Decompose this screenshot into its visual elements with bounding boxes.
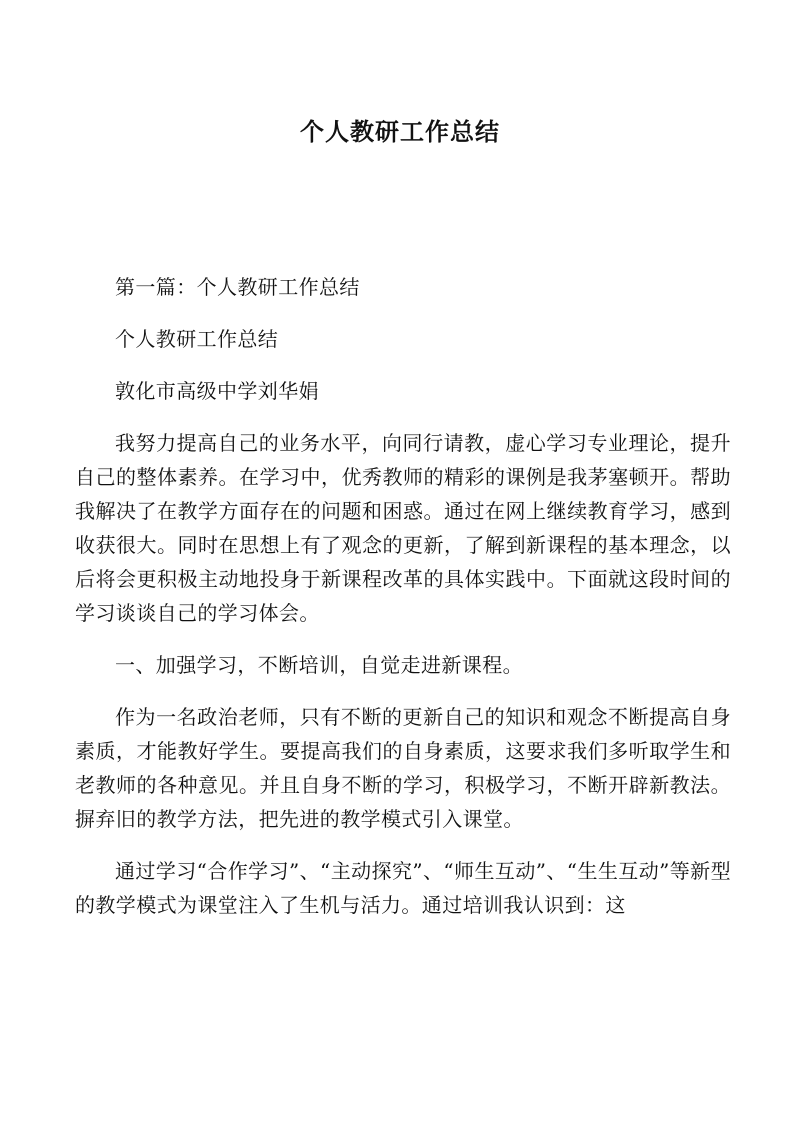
subtitle: 个人教研工作总结	[115, 327, 279, 351]
document-body	[75, 270, 731, 940]
paragraph-intro: 我努力提高自己的业务水平，向同行请教，虚心学习专业理论，提升自己的整体素养。在学习中，优秀教师的精彩的课例是我茅塞顿开。帮助我解决了在教学方面存在的问题和困惑。通过在网上继续教育学习，感到收获很大。同时在思想上有了观念的更新，了解到新课程的基本理念，以后将会更积极主动地投身于新课程改革的具体实践中。下面就这段时间的学习谈谈自己的学习体会。	[75, 431, 731, 625]
paragraph-teacher: 作为一名政治老师，只有不断的更新自己的知识和观念不断提高自身素质，才能教好学生。要提高我们的自身素质，这要求我们多听取学生和老教师的各种意见。并且自身不断的学习，积极学习，不断开辟新教法。摒弃旧的教学方法，把先进的教学模式引入课堂。	[75, 705, 731, 831]
document-title: 个人教研工作总结	[300, 118, 500, 146]
paragraph-teaching-model: 通过学习“合作学习”、“主动探究”、“师生互动”、“生生互动”等新型的教学模式为课堂注入了生机与活力。通过培训我认识到：这	[75, 859, 731, 917]
author-line: 敦化市高级中学刘华娟	[115, 379, 319, 403]
section-point-one: 一、加强学习，不断培训，自觉走进新课程。	[115, 653, 523, 677]
section-heading: 第一篇：个人教研工作总结	[115, 275, 360, 299]
